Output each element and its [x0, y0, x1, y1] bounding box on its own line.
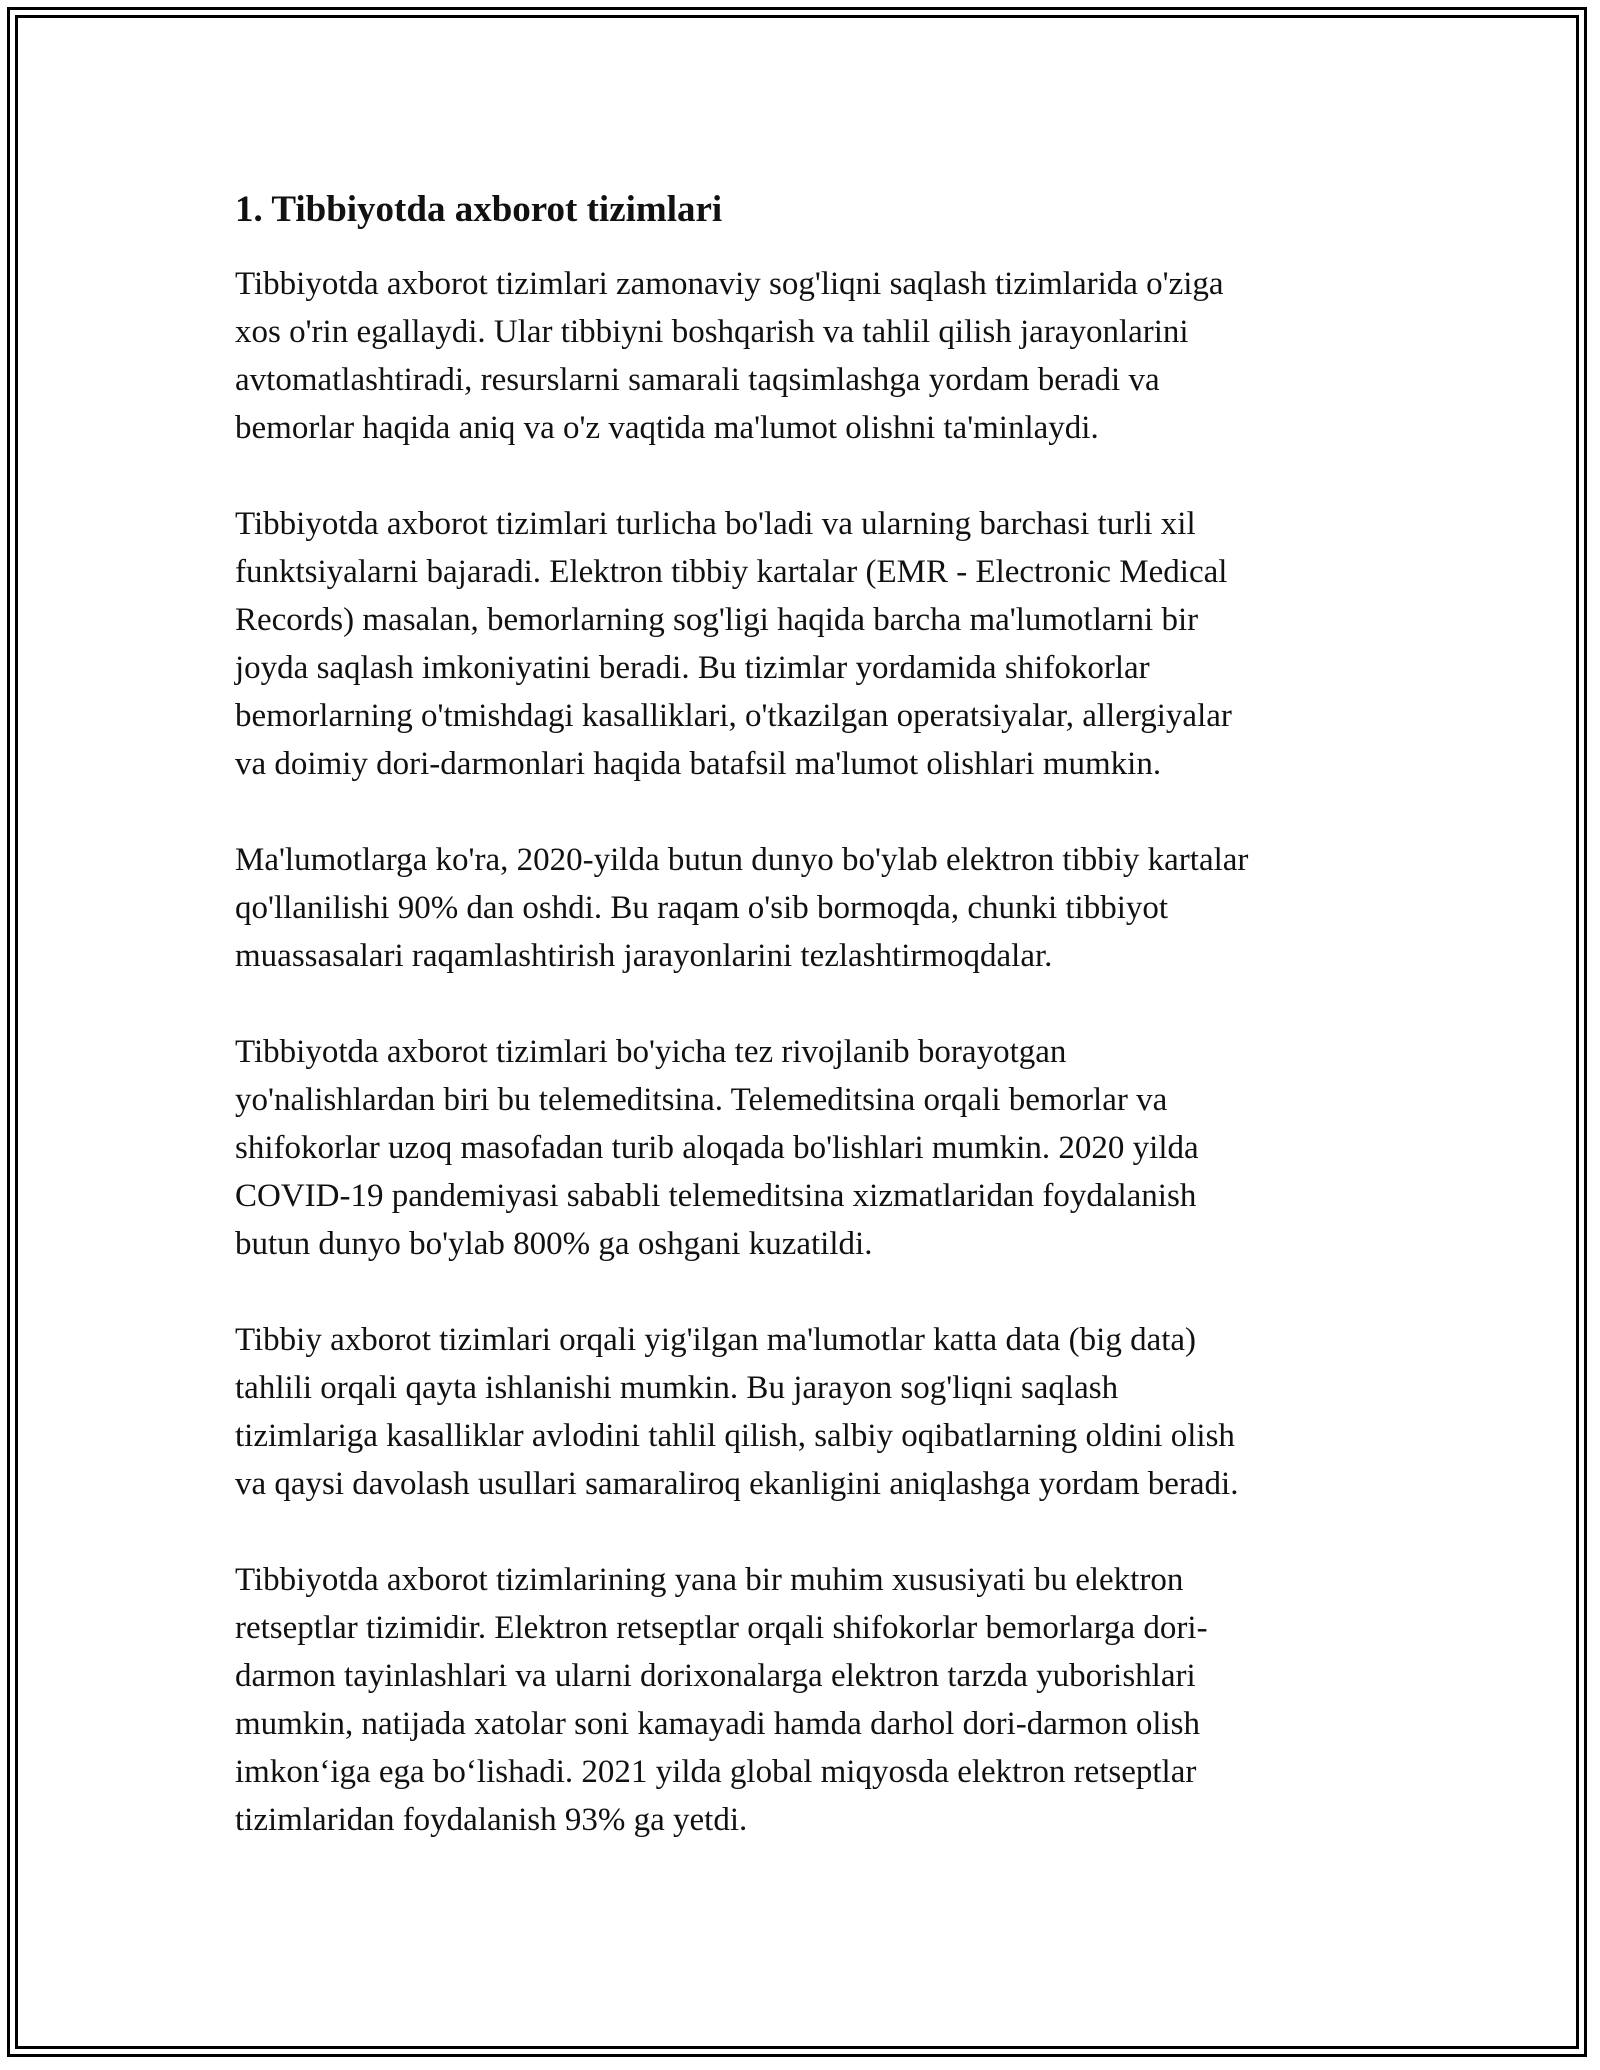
- paragraph-1: Tibbiyotda axborot tizimlari zamonaviy sog'liqni saqlash tizimlarida o'ziga xos o'rin egallaydi. Ular tibbiyni boshqarish va tahlil qilish jarayonlarini avtomatlashtiradi, resurslarni samarali taqsimlashga yordam beradi va bemorlar haqida aniq va o'z vaqtida ma'lumot olishni ta'minlaydi.: [235, 266, 1224, 446]
- document-body: [235, 186, 1375, 1892]
- paragraph-4: Tibbiyotda axborot tizimlari bo'yicha tez rivojlanib borayotgan yo'nalishlardan biri bu telemeditsina. Telemeditsina orqali bemorlar va shifokorlar uzoq masofadan turib aloqada bo'lishlari mumkin. 2020 yilda COVID-19 pandemiyasi sababli telemeditsina xizmatlaridan foydalanish butun dunyo bo'ylab 800% ga oshgani kuzatildi.: [235, 1034, 1199, 1262]
- paragraph-3: Ma'lumotlarga ko'ra, 2020-yilda butun dunyo bo'ylab elektron tibbiy kartalar qo'llanilishi 90% dan oshdi. Bu raqam o'sib bormoqda, chunki tibbiyot muassasalari raqamlashtirish jarayonlarini tezlashtirmoqdalar.: [235, 842, 1249, 974]
- paragraph-2: Tibbiyotda axborot tizimlari turlicha bo'ladi va ularning barchasi turli xil funktsiyalarni bajaradi. Elektron tibbiy kartalar (EMR - Electronic Medical Records) masalan, bemorlarning sog'ligi haqida barcha ma'lumotlarni bir joyda saqlash imkoniyatini beradi. Bu tizimlar yordamida shifokorlar bemorlarning o'tmishdagi kasalliklari, o'tkazilgan operatsiyalar, allergiyalar va doimiy dori-darmonlari haqida batafsil ma'lumot olishlari mumkin.: [235, 506, 1232, 782]
- paragraph-6: Tibbiyotda axborot tizimlarining yana bir muhim xususiyati bu elektron retseptlar tizimidir. Elektron retseptlar orqali shifokorlar bemorlarga dori- darmon tayinlashlari va ularni dorixonalarga elektron tarzda yuborishlari mumkin, natijada xatolar soni kamayadi hamda darhol dori-darmon olish imkon‘iga ega bo‘lishadi. 2021 yilda global miqyosda elektron retseptlar tizimlaridan foydalanish 93% ga yetdi.: [235, 1562, 1208, 1838]
- paragraph-5: Tibbiy axborot tizimlari orqali yig'ilgan ma'lumotlar katta data (big data) tahlili orqali qayta ishlanishi mumkin. Bu jarayon sog'liqni saqlash tizimlariga kasalliklar avlodini tahlil qilish, salbiy oqibatlarning oldini olish va qaysi davolash usullari samaraliroq ekanligini aniqlashga yordam beradi.: [235, 1322, 1239, 1502]
- document-title: 1. Tibbiyotda axborot tizimlari: [235, 189, 723, 230]
